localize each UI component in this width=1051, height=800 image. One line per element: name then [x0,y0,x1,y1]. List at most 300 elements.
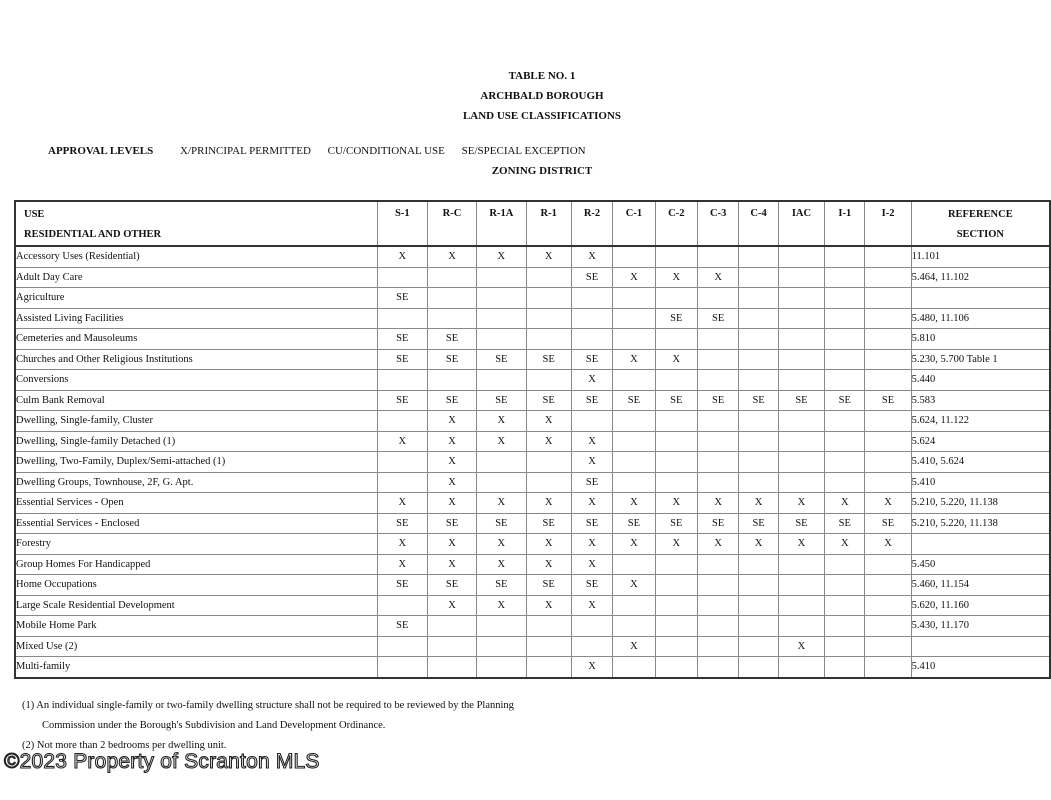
approval-cell-s-1: SE [377,575,427,596]
approval-cell-c-4 [739,288,778,309]
reference-section-cell: 11.101 [911,246,1050,267]
table-row [15,267,1050,288]
use-name-cell: Mobile Home Park [15,616,377,637]
approval-cell-r-2: X [571,595,612,616]
reference-section-cell: 5.464, 11.102 [911,267,1050,288]
approval-cell-r-c: X [427,534,476,555]
approval-cell-c-3: SE [697,390,738,411]
approval-cell-r-1a: X [477,246,526,267]
approval-cell-c-4 [739,308,778,329]
approval-cell-r-1: SE [526,513,571,534]
table-row [15,246,1050,267]
approval-cell-r-1 [526,308,571,329]
approval-cell-c-4 [739,411,778,432]
table-row [15,636,1050,657]
approval-cell-c-2 [655,636,697,657]
table-row [15,288,1050,309]
approval-cell-i-2: X [865,534,911,555]
approval-cell-r-c: SE [427,329,476,350]
approval-cell-r-1a: X [477,411,526,432]
reference-section-cell: 5.430, 11.170 [911,616,1050,637]
approval-cell-r-1 [526,288,571,309]
reference-section-cell: 5.460, 11.154 [911,575,1050,596]
approval-cell-i-1 [825,657,865,678]
approval-cell-s-1: X [377,431,427,452]
approval-cell-r-1: X [526,411,571,432]
approval-cell-c-4 [739,452,778,473]
approval-cell-i-1: SE [825,513,865,534]
approval-cell-s-1 [377,452,427,473]
approval-cell-r-1 [526,616,571,637]
footnote-1-line2: Commission under the Borough's Subdivision and Land Development Ordinance. [42,720,386,731]
approval-cell-r-c: X [427,452,476,473]
approval-cell-c-2: X [655,349,697,370]
approval-cell-c-3: SE [697,308,738,329]
approval-cell-r-1a [477,267,526,288]
reference-section-cell [911,534,1050,555]
reference-section-cell: 5.410 [911,472,1050,493]
approval-cell-c-1 [613,246,655,267]
approval-cell-c-2 [655,554,697,575]
approval-cell-c-1: X [613,636,655,657]
approval-cell-c-2 [655,452,697,473]
approval-levels-legend [48,145,600,157]
approval-cell-r-c: X [427,246,476,267]
approval-cell-c-4 [739,246,778,267]
approval-cell-c-3 [697,554,738,575]
reference-section-cell [911,288,1050,309]
approval-cell-i-2 [865,308,911,329]
approval-cell-r-c: X [427,472,476,493]
use-name-cell: Multi-family [15,657,377,678]
approval-cell-r-1a [477,288,526,309]
approval-cell-c-4 [739,431,778,452]
approval-cell-r-1 [526,267,571,288]
approval-cell-iac [778,349,824,370]
table-row [15,349,1050,370]
reference-section-cell [911,636,1050,657]
approval-cell-i-1 [825,616,865,637]
approval-cell-r-c: SE [427,390,476,411]
approval-cell-r-1a [477,636,526,657]
approval-cell-c-1 [613,452,655,473]
approval-cell-i-2 [865,288,911,309]
approval-cell-s-1: X [377,493,427,514]
approval-cell-i-1 [825,411,865,432]
copyright-watermark: ©2023 Property of Scranton MLS [4,750,320,773]
table-row [15,431,1050,452]
use-header-line1: USE [24,209,45,220]
approval-cell-i-2: X [865,493,911,514]
table-row [15,411,1050,432]
approval-cell-r-1a [477,329,526,350]
approval-cell-i-1: SE [825,390,865,411]
approval-cell-s-1: X [377,554,427,575]
approval-cell-s-1 [377,267,427,288]
approval-cell-r-1: SE [526,349,571,370]
approval-cell-r-2: X [571,554,612,575]
approval-cell-r-2: X [571,534,612,555]
approval-cell-c-2 [655,370,697,391]
approval-cell-i-2 [865,575,911,596]
approval-cell-i-2 [865,452,911,473]
ref-header-line2: SECTION [956,229,1004,240]
use-name-cell: Mixed Use (2) [15,636,377,657]
approval-cell-i-1 [825,267,865,288]
approval-cell-c-2 [655,657,697,678]
use-name-cell: Group Homes For Handicapped [15,554,377,575]
district-header-r-2: R-2 [571,201,612,246]
approval-cell-r-c [427,267,476,288]
approval-cell-r-2: X [571,370,612,391]
approval-cell-c-4 [739,616,778,637]
district-header-iac: IAC [778,201,824,246]
approval-cell-s-1: SE [377,288,427,309]
use-name-cell: Dwelling, Single-family, Cluster [15,411,377,432]
approval-cell-r-2: SE [571,390,612,411]
approval-cell-c-3: X [697,267,738,288]
use-name-cell: Large Scale Residential Development [15,595,377,616]
approval-cell-i-1 [825,636,865,657]
reference-section-cell: 5.583 [911,390,1050,411]
approval-cell-s-1: SE [377,329,427,350]
approval-cell-r-2: SE [571,513,612,534]
district-header-s-1: S-1 [377,201,427,246]
approval-cell-c-2: X [655,493,697,514]
approval-cell-iac [778,288,824,309]
approval-cell-s-1: SE [377,390,427,411]
approval-cell-r-c [427,657,476,678]
approval-cell-r-1a: X [477,595,526,616]
approval-cell-c-2: SE [655,513,697,534]
use-name-cell: Home Occupations [15,575,377,596]
approval-cell-r-c: X [427,493,476,514]
approval-cell-i-2 [865,616,911,637]
approval-cell-i-1 [825,575,865,596]
approval-cell-c-2 [655,616,697,637]
reference-section-cell: 5.450 [911,554,1050,575]
approval-cell-c-3 [697,472,738,493]
approval-cell-s-1: X [377,246,427,267]
approval-cell-s-1 [377,308,427,329]
approval-cell-c-3 [697,370,738,391]
use-name-cell: Dwelling, Two-Family, Duplex/Semi-attached (1) [15,452,377,473]
approval-cell-iac [778,452,824,473]
approval-cell-i-1 [825,472,865,493]
approval-cell-s-1 [377,411,427,432]
reference-section-cell: 5.410, 5.624 [911,452,1050,473]
approval-cell-c-2 [655,246,697,267]
reference-section-cell: 5.210, 5.220, 11.138 [911,493,1050,514]
approval-cell-iac [778,595,824,616]
approval-cell-r-c [427,616,476,637]
approval-cell-s-1 [377,472,427,493]
approval-cell-c-4 [739,575,778,596]
approval-cell-c-3 [697,575,738,596]
approval-cell-c-3 [697,636,738,657]
zoning-district-label: ZONING DISTRICT [491,165,593,177]
district-header-i-1: I-1 [825,201,865,246]
district-header-c-1: C-1 [613,201,655,246]
district-header-c-3: C-3 [697,201,738,246]
approval-cell-r-c: X [427,554,476,575]
approval-cell-r-1 [526,472,571,493]
approval-cell-i-1 [825,246,865,267]
approval-cell-c-4: SE [739,513,778,534]
approval-cell-r-c: SE [427,513,476,534]
approval-cell-i-1 [825,288,865,309]
table-subtitle: LAND USE CLASSIFICATIONS [462,110,622,122]
approval-cell-r-2: X [571,493,612,514]
approval-cell-c-2: X [655,267,697,288]
approval-cell-i-1 [825,308,865,329]
approval-cell-r-1a [477,308,526,329]
approval-cell-c-1 [613,657,655,678]
approval-cell-r-1: X [526,595,571,616]
approval-cell-r-1: X [526,554,571,575]
approval-cell-i-1 [825,349,865,370]
approval-cell-r-2: SE [571,349,612,370]
approval-cell-c-1 [613,616,655,637]
approval-cell-r-1 [526,329,571,350]
approval-cell-iac [778,308,824,329]
approval-cell-c-3 [697,246,738,267]
approval-cell-c-1: X [613,493,655,514]
approval-cell-c-1: SE [613,390,655,411]
approval-cell-iac [778,431,824,452]
approval-cell-c-2 [655,431,697,452]
approval-cell-c-3 [697,595,738,616]
approval-cell-c-1 [613,431,655,452]
approval-cell-c-3 [697,349,738,370]
approval-cell-s-1 [377,595,427,616]
approval-cell-r-c [427,308,476,329]
table-row [15,575,1050,596]
approval-cell-r-1a: SE [477,390,526,411]
use-name-cell: Cemeteries and Mausoleums [15,329,377,350]
approval-cell-r-2 [571,308,612,329]
approval-cell-i-2 [865,267,911,288]
approval-cell-i-2 [865,472,911,493]
reference-section-cell: 5.230, 5.700 Table 1 [911,349,1050,370]
table-row [15,616,1050,637]
table-number: TABLE NO. 1 [508,70,576,82]
approval-cell-r-1: SE [526,390,571,411]
approval-cell-c-3 [697,616,738,637]
approval-cell-c-2 [655,411,697,432]
approval-cell-r-1a: X [477,431,526,452]
approval-cell-r-2: X [571,246,612,267]
table-row [15,370,1050,391]
approval-cell-r-c: X [427,411,476,432]
approval-cell-r-2: X [571,431,612,452]
approval-cell-c-3 [697,288,738,309]
table-row [15,329,1050,350]
use-name-cell: Essential Services - Enclosed [15,513,377,534]
borough-name: ARCHBALD BOROUGH [480,90,604,102]
approval-cell-c-3: SE [697,513,738,534]
approval-cell-r-1 [526,370,571,391]
ref-header-line1: REFERENCE [947,209,1013,220]
approval-cell-c-2 [655,472,697,493]
use-header-line2: RESIDENTIAL AND OTHER [24,229,162,240]
use-name-cell: Churches and Other Religious Institutions [15,349,377,370]
approval-cell-i-2 [865,554,911,575]
district-header-r-1a: R-1A [477,201,526,246]
approval-cell-iac [778,616,824,637]
approval-cell-r-c: X [427,431,476,452]
approval-cell-c-4 [739,554,778,575]
approval-cell-s-1 [377,657,427,678]
reference-column-header [911,201,1050,246]
approval-cell-r-1a: X [477,554,526,575]
approval-cell-c-3 [697,431,738,452]
approval-cell-c-1 [613,411,655,432]
reference-section-cell: 5.210, 5.220, 11.138 [911,513,1050,534]
approval-cell-iac [778,472,824,493]
use-name-cell: Dwelling, Single-family Detached (1) [15,431,377,452]
approval-cell-c-2: SE [655,308,697,329]
approval-cell-c-2: SE [655,390,697,411]
approval-cell-c-1 [613,554,655,575]
use-name-cell: Conversions [15,370,377,391]
approval-cell-r-1 [526,657,571,678]
approval-cell-c-1: SE [613,513,655,534]
approval-cell-r-1 [526,452,571,473]
approval-cell-c-3 [697,657,738,678]
approval-cell-c-3 [697,329,738,350]
approval-cell-r-2: SE [571,472,612,493]
approval-cell-c-4 [739,349,778,370]
approval-cell-c-4: X [739,534,778,555]
approval-cell-r-1a [477,370,526,391]
approval-cell-s-1: SE [377,349,427,370]
approval-cell-r-1: X [526,246,571,267]
district-header-i-2: I-2 [865,201,911,246]
approval-cell-i-1 [825,554,865,575]
approval-cell-c-3: X [697,493,738,514]
approval-cell-i-2 [865,431,911,452]
approval-cell-i-2: SE [865,390,911,411]
use-name-cell: Agriculture [15,288,377,309]
approval-cell-iac: SE [778,390,824,411]
approval-cell-c-4 [739,636,778,657]
approval-cell-r-c [427,636,476,657]
approval-cell-c-1: X [613,349,655,370]
approval-cell-r-1a [477,472,526,493]
use-name-cell: Forestry [15,534,377,555]
approval-cell-i-2 [865,349,911,370]
approval-cell-r-2: X [571,452,612,473]
table-row [15,595,1050,616]
reference-section-cell: 5.810 [911,329,1050,350]
approval-cell-s-1: SE [377,616,427,637]
approval-cell-c-1 [613,472,655,493]
approval-cell-c-3 [697,411,738,432]
table-header-row [15,201,1050,246]
approval-cell-c-4 [739,657,778,678]
approval-cell-iac [778,267,824,288]
approval-cell-c-1 [613,329,655,350]
approval-cell-iac: X [778,493,824,514]
approval-cell-r-1: SE [526,575,571,596]
approval-cell-iac: X [778,636,824,657]
approval-cell-i-1 [825,431,865,452]
approval-cell-r-c: SE [427,349,476,370]
approval-cell-iac [778,329,824,350]
approval-cell-r-2 [571,616,612,637]
approval-cell-s-1 [377,370,427,391]
use-name-cell: Culm Bank Removal [15,390,377,411]
approval-cell-i-1 [825,370,865,391]
approval-cell-r-1: X [526,493,571,514]
approval-cell-i-2 [865,595,911,616]
approval-cell-r-2 [571,411,612,432]
approval-cell-i-2 [865,636,911,657]
approval-cell-r-c: SE [427,575,476,596]
table-row [15,472,1050,493]
approval-cell-r-1a: X [477,534,526,555]
reference-section-cell: 5.480, 11.106 [911,308,1050,329]
table-body [15,246,1050,678]
approval-cell-s-1 [377,636,427,657]
approval-cell-i-2 [865,657,911,678]
table-row [15,493,1050,514]
approval-cell-r-1a: SE [477,513,526,534]
approval-cell-i-2 [865,411,911,432]
approval-item-conditional: CU/CONDITIONAL USE [327,145,445,157]
approval-cell-r-1a [477,452,526,473]
approval-cell-iac [778,657,824,678]
approval-cell-r-2: SE [571,267,612,288]
approval-cell-i-1 [825,452,865,473]
use-column-header [15,201,377,246]
approval-cell-r-1a [477,657,526,678]
district-header-c-4: C-4 [739,201,778,246]
approval-cell-c-4: X [739,493,778,514]
approval-cell-iac [778,554,824,575]
approval-cell-c-4 [739,267,778,288]
approval-cell-r-c [427,288,476,309]
approval-cell-i-2 [865,370,911,391]
use-name-cell: Accessory Uses (Residential) [15,246,377,267]
approval-cell-r-1: X [526,431,571,452]
use-name-cell: Dwelling Groups, Townhouse, 2F, G. Apt. [15,472,377,493]
approval-cell-r-1: X [526,534,571,555]
approval-cell-iac [778,411,824,432]
land-use-table [14,200,1051,679]
footnote-1-line1: (1) An individual single-family or two-family dwelling structure shall not be required to be reviewed by the Planning [22,700,514,711]
approval-cell-iac [778,575,824,596]
approval-cell-c-1: X [613,575,655,596]
table-row [15,390,1050,411]
approval-cell-r-1a [477,616,526,637]
approval-cell-i-2 [865,246,911,267]
approval-cell-r-c [427,370,476,391]
approval-cell-r-1a: SE [477,575,526,596]
approval-cell-r-2: SE [571,575,612,596]
approval-cell-c-1 [613,595,655,616]
approval-cell-c-2: X [655,534,697,555]
approval-cell-i-1: X [825,493,865,514]
reference-section-cell: 5.440 [911,370,1050,391]
approval-cell-c-4: SE [739,390,778,411]
district-header-r-1: R-1 [526,201,571,246]
approval-cell-c-1: X [613,534,655,555]
approval-cell-c-4 [739,370,778,391]
approval-cell-i-1 [825,329,865,350]
reference-section-cell: 5.620, 11.160 [911,595,1050,616]
